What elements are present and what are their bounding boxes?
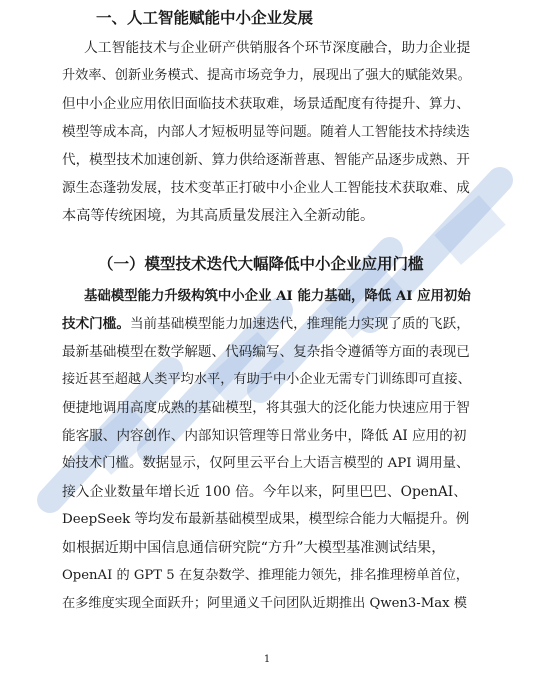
paragraph-line-rest: 当前基础模型能力加速迭代，推理能力实现了质的飞跃， bbox=[129, 316, 470, 332]
paragraph-line: 但中小企业应用依旧面临技术获取难，场景适配度有待提升、算力、 bbox=[62, 96, 470, 112]
paragraph-line-mixed bbox=[62, 314, 472, 334]
paragraph-line: 便捷地调用高度成熟的基础模型，将其强大的泛化能力快速应用于智 bbox=[62, 400, 470, 416]
paragraph-line: 在多维度实现全面跃升；阿里通义千问团队近期推出 Qwen3-Max 模 bbox=[62, 596, 467, 611]
paragraph-line: 人工智能技术与企业研产供销服各个环节深度融合，助力企业提 bbox=[84, 40, 471, 56]
paragraph-line: 模型等成本高，内部人才短板明显等问题。随着人工智能技术持续迭 bbox=[62, 124, 470, 140]
paragraph-line: 最新基础模型在数学解题、代码编写、复杂指令遵循等方面的表现已 bbox=[62, 344, 470, 360]
paragraph-line: 本高等传统困境，为其高质量发展注入全新动能。 bbox=[62, 208, 375, 224]
paragraph-line: OpenAI 的 GPT 5 在复杂数学、推理能力领先，排名推理榜单首位， bbox=[62, 568, 469, 583]
paragraph-line: 源生态蓬勃发展，技术变革正打破中小企业人工智能技术获取难、成 bbox=[62, 180, 470, 196]
paragraph-line: 始技术门槛。数据显示，仅阿里云平台上大语言模型的 API 调用量、 bbox=[62, 456, 470, 471]
paragraph-line: 接近甚至超越人类平均水平，有助于中小企业无需专门训练即可直接、 bbox=[62, 372, 471, 387]
paragraph-line: 如根据近期中国信息通信研究院“方升”大模型基准测试结果， bbox=[62, 540, 446, 556]
page-number: 1 bbox=[263, 654, 271, 665]
section-heading: 一、人工智能赋能中小企业发展 bbox=[96, 8, 314, 27]
paragraph-line: 接入企业数量年增长近 100 倍。今年以来，阿里巴巴、OpenAI、 bbox=[62, 484, 468, 500]
paragraph-line: 升效率、创新业务模式、提高市场竞争力，展现出了强大的赋能效果。 bbox=[62, 68, 471, 83]
paragraph-line: 代，模型技术加速创新、算力供给逐渐普惠、智能产品逐步成熟、开 bbox=[62, 152, 470, 168]
paragraph-line: DeepSeek 等均发布最新基础模型成果，模型综合能力大幅提升。例 bbox=[62, 512, 470, 527]
bold-lead-line: 基础模型能力升级构筑中小企业 AI 能力基础，降低 AI 应用初始 bbox=[84, 288, 471, 304]
paragraph-line: 能客服、内容创作、内部知识管理等日常业务中，降低 AI 应用的初 bbox=[62, 428, 467, 444]
bold-lead-tail: 技术门槛。 bbox=[62, 316, 130, 332]
subsection-heading: （一）模型技术迭代大幅降低中小企业应用门槛 bbox=[98, 254, 424, 273]
